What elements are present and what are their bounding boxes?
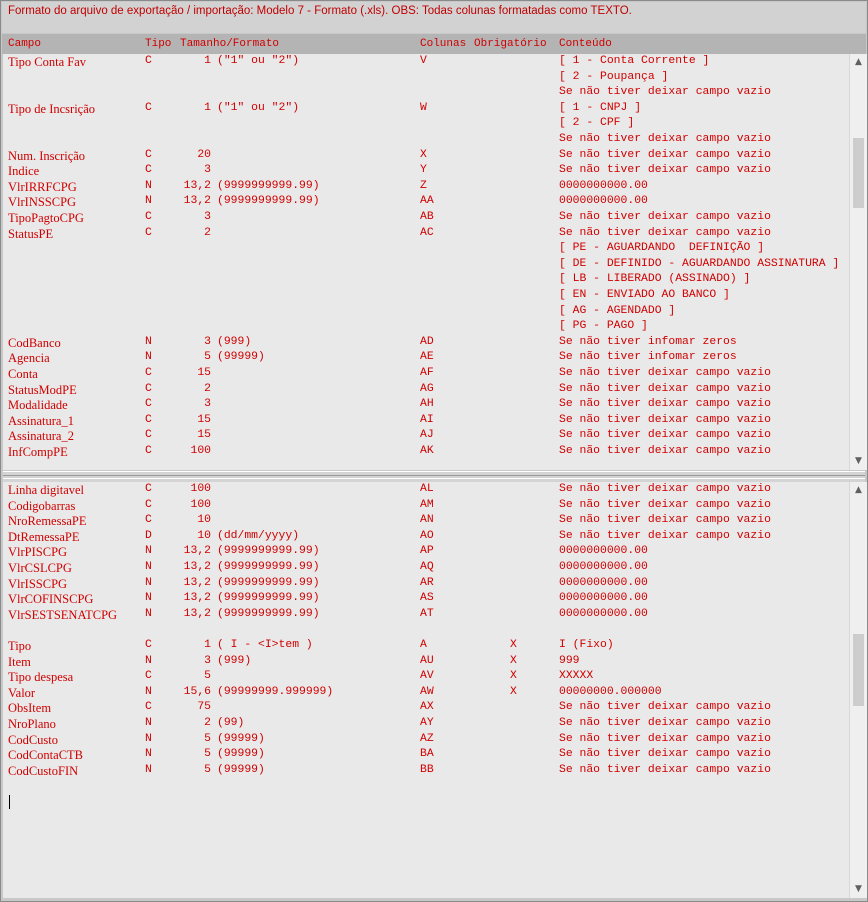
- table-row: [3, 55, 849, 71]
- field-content: Se não tiver deixar campo vazio: [559, 398, 771, 411]
- field-name: CodContaCTB: [8, 748, 84, 763]
- field-size: 10: [197, 514, 211, 527]
- field-name: Item: [8, 654, 31, 669]
- table-row: [3, 445, 849, 461]
- table-row: [3, 149, 849, 165]
- lower-scrollbar[interactable]: [849, 482, 867, 898]
- field-format: ( I - <I>tem ): [217, 639, 313, 651]
- field-format: (9999999999.99): [217, 576, 320, 589]
- field-column: AZ: [420, 732, 434, 745]
- field-name: VlrCOFINSCPG: [8, 592, 94, 607]
- field-type: C: [145, 701, 152, 714]
- text-caret: [9, 795, 10, 809]
- field-column: W: [420, 101, 427, 114]
- field-format: (9999999999.99): [217, 592, 320, 605]
- field-format: (99): [217, 717, 245, 729]
- field-column: AK: [420, 445, 434, 457]
- field-type: N: [145, 607, 152, 620]
- field-type: C: [145, 398, 152, 411]
- field-content: Se não tiver deixar campo vazio: [559, 445, 771, 457]
- field-format: (99999): [217, 748, 265, 761]
- table-row: [3, 670, 849, 686]
- table-row: [3, 242, 849, 258]
- field-name: Indice: [8, 164, 40, 179]
- header-obrigatorio: Obrigatório: [474, 38, 547, 50]
- field-type: N: [145, 195, 152, 208]
- field-content: 0000000000.00: [559, 607, 648, 620]
- field-size: 13,2: [183, 576, 211, 589]
- field-size: 3: [204, 335, 211, 348]
- field-format: (99999): [217, 763, 265, 776]
- field-name: InfCompPE: [8, 445, 68, 459]
- table-row: [3, 117, 849, 133]
- table-row: [3, 133, 849, 149]
- upper-scrollbar[interactable]: [849, 54, 867, 470]
- field-size: 1: [204, 639, 211, 651]
- table-row: [3, 164, 849, 180]
- field-content: [ 1 - CNPJ ]: [559, 101, 642, 114]
- lower-text-pane[interactable]: [3, 482, 849, 898]
- field-type: N: [145, 335, 152, 348]
- field-name: CodCustoFIN: [8, 763, 79, 778]
- field-content: 0000000000.00: [559, 576, 648, 589]
- field-type: N: [145, 732, 152, 745]
- table-row: [3, 71, 849, 87]
- field-type: C: [145, 226, 152, 239]
- table-row: [3, 367, 849, 383]
- table-row: [3, 180, 849, 196]
- field-content: Se não tiver deixar campo vazio: [559, 763, 771, 776]
- table-row: [3, 686, 849, 702]
- field-content: Se não tiver deixar campo vazio: [559, 483, 771, 495]
- field-type: C: [145, 498, 152, 511]
- table-row: [3, 733, 849, 749]
- field-type: C: [145, 101, 152, 114]
- field-content: [ 1 - Conta Corrente ]: [559, 55, 710, 67]
- field-format: (99999): [217, 351, 265, 364]
- field-name: Agencia: [8, 351, 50, 366]
- field-required: X: [510, 685, 517, 698]
- field-size: 13,2: [183, 195, 211, 208]
- field-column: AE: [420, 351, 434, 364]
- field-column: AA: [420, 195, 434, 208]
- field-column: AH: [420, 398, 434, 411]
- table-row: [3, 383, 849, 399]
- field-type: N: [145, 748, 152, 761]
- field-content: [ PG - PAGO ]: [559, 320, 648, 333]
- field-name: DtRemessaPE: [8, 529, 80, 544]
- field-required: X: [510, 670, 517, 683]
- field-content: Se não tiver deixar campo vazio: [559, 148, 771, 161]
- field-format: (9999999999.99): [217, 195, 320, 208]
- field-content: Se não tiver infomar zeros: [559, 351, 737, 364]
- field-content: 0000000000.00: [559, 179, 648, 192]
- splitter-grip[interactable]: [3, 475, 865, 479]
- field-type: N: [145, 685, 152, 698]
- field-column: AL: [420, 483, 434, 495]
- table-row: [3, 227, 849, 243]
- header-campo: Campo: [8, 38, 42, 50]
- field-content: Se não tiver deixar campo vazio: [559, 413, 771, 426]
- field-content: Se não tiver deixar campo vazio: [559, 133, 771, 145]
- field-size: 15: [197, 429, 211, 442]
- field-column: AN: [420, 514, 434, 527]
- field-column: AM: [420, 498, 434, 511]
- field-format: (99999999.999999): [217, 685, 334, 698]
- field-content: XXXXX: [559, 670, 594, 683]
- table-row: [3, 211, 849, 227]
- field-column: BB: [420, 763, 434, 776]
- field-content: Se não tiver deixar campo vazio: [559, 211, 771, 223]
- field-required: X: [510, 639, 517, 651]
- field-content: Se não tiver deixar campo vazio: [559, 164, 771, 177]
- field-column: AI: [420, 413, 434, 426]
- field-name: Tipo: [8, 639, 32, 653]
- field-name: Assinatura_1: [8, 413, 74, 428]
- field-size: 15: [197, 413, 211, 426]
- field-name: TipoPagtoCPG: [8, 211, 84, 225]
- field-content: [ DE - DEFINIDO - AGUARDANDO ASSINATURA ]: [559, 257, 840, 270]
- field-content: Se não tiver deixar campo vazio: [559, 514, 771, 527]
- field-column: AD: [420, 335, 434, 348]
- field-size: 13,2: [183, 592, 211, 605]
- field-name: CodCusto: [8, 732, 59, 747]
- field-column: AU: [420, 654, 434, 667]
- window-title: Formato do arquivo de exportação / importação: Modelo 7 - Formato (.xls). OBS: Todas colunas formatadas como TEXTO.: [8, 5, 632, 17]
- field-type: C: [145, 639, 152, 651]
- field-name: NroRemessaPE: [8, 514, 87, 529]
- table-row: [3, 483, 849, 499]
- field-column: AS: [420, 592, 434, 605]
- field-column: AQ: [420, 561, 434, 573]
- field-name: VlrINSSCPG: [8, 195, 77, 210]
- field-size: 13,2: [183, 561, 211, 573]
- scroll-up-arrow-icon[interactable]: ▲: [855, 485, 862, 495]
- field-size: 3: [204, 398, 211, 411]
- field-content: Se não tiver infomar zeros: [559, 335, 737, 348]
- field-size: 1: [204, 55, 211, 67]
- field-size: 10: [197, 529, 211, 542]
- field-name: Valor: [8, 685, 36, 700]
- table-row: [3, 748, 849, 764]
- field-format: (9999999999.99): [217, 561, 320, 573]
- field-content: 0000000000.00: [559, 592, 648, 605]
- table-row: [3, 102, 849, 118]
- field-content: 0000000000.00: [559, 561, 648, 573]
- field-size: 2: [204, 382, 211, 395]
- field-size: 100: [190, 445, 211, 457]
- field-content: [ EN - ENVIADO AO BANCO ]: [559, 289, 730, 301]
- field-name: Codigobarras: [8, 498, 76, 513]
- field-content: Se não tiver deixar campo vazio: [559, 429, 771, 442]
- table-row: [3, 499, 849, 515]
- table-row: [3, 764, 849, 780]
- field-name: Num. Inscrição: [8, 148, 86, 163]
- table-row: [3, 545, 849, 561]
- field-format: (99999): [217, 732, 265, 745]
- field-type: N: [145, 545, 152, 558]
- field-column: AF: [420, 367, 434, 379]
- field-size: 100: [190, 483, 211, 495]
- header-tamanho: Tamanho/Formato: [180, 38, 280, 50]
- field-content: Se não tiver deixar campo vazio: [559, 701, 771, 714]
- field-type: C: [145, 211, 152, 223]
- field-type: N: [145, 717, 152, 729]
- table-row: [3, 577, 849, 593]
- table-row: [3, 289, 849, 305]
- field-content: Se não tiver deixar campo vazio: [559, 732, 771, 745]
- field-column: AW: [420, 685, 434, 698]
- field-required: X: [510, 654, 517, 667]
- table-row: [3, 320, 849, 336]
- field-name: VlrCSLCPG: [8, 561, 72, 575]
- field-size: 3: [204, 164, 211, 177]
- field-type: C: [145, 670, 152, 683]
- field-type: C: [145, 413, 152, 426]
- table-row: [3, 717, 849, 733]
- field-size: 3: [204, 654, 211, 667]
- field-type: N: [145, 179, 152, 192]
- field-size: 5: [204, 351, 211, 364]
- field-size: 5: [204, 763, 211, 776]
- field-size: 2: [204, 226, 211, 239]
- field-name: VlrIRRFCPG: [8, 179, 77, 194]
- field-content: [ PE - AGUARDANDO DEFINIÇÃO ]: [559, 242, 765, 255]
- lower-scroll-thumb[interactable]: [853, 634, 864, 706]
- field-type: C: [145, 483, 152, 495]
- field-column: AC: [420, 226, 434, 239]
- upper-scroll-thumb[interactable]: [853, 138, 864, 208]
- table-row: [3, 701, 849, 717]
- header-colunas: Colunas: [420, 38, 467, 50]
- field-column: AP: [420, 545, 434, 558]
- field-column: AG: [420, 382, 434, 395]
- field-format: (999): [217, 654, 252, 667]
- field-type: C: [145, 429, 152, 442]
- table-row: [3, 305, 849, 321]
- field-column: AX: [420, 701, 434, 714]
- field-column: A: [420, 639, 427, 651]
- table-row: [3, 398, 849, 414]
- title-bar: [2, 2, 866, 33]
- field-content: Se não tiver deixar campo vazio: [559, 226, 771, 239]
- table-row: [3, 592, 849, 608]
- field-content: Se não tiver deixar campo vazio: [559, 717, 771, 729]
- field-name: StatusPE: [8, 226, 54, 241]
- field-format: (9999999999.99): [217, 607, 320, 620]
- field-content: 0000000000.00: [559, 195, 648, 208]
- table-row: [3, 86, 849, 102]
- field-type: N: [145, 576, 152, 589]
- field-size: 1: [204, 101, 211, 114]
- table-row: [3, 258, 849, 274]
- field-column: BA: [420, 748, 434, 761]
- field-size: 100: [190, 498, 211, 511]
- field-content: 0000000000.00: [559, 545, 648, 558]
- scroll-up-arrow-icon[interactable]: ▲: [855, 57, 862, 67]
- field-format: (999): [217, 335, 252, 348]
- field-type: N: [145, 654, 152, 667]
- field-type: C: [145, 148, 152, 161]
- table-row: [3, 530, 849, 546]
- field-content: [ AG - AGENDADO ]: [559, 304, 676, 317]
- table-row: [3, 336, 849, 352]
- header-conteudo: Conteúdo: [559, 38, 612, 50]
- field-size: 2: [204, 717, 211, 729]
- field-column: AT: [420, 607, 434, 620]
- field-content: [ LB - LIBERADO (ASSINADO) ]: [559, 273, 751, 286]
- field-name: ObsItem: [8, 701, 52, 716]
- field-name: VlrPISCPG: [8, 545, 68, 560]
- field-format: ("1" ou "2"): [217, 101, 300, 114]
- field-column: AO: [420, 529, 434, 542]
- table-row: [3, 195, 849, 211]
- field-format: (9999999999.99): [217, 545, 320, 558]
- field-content: Se não tiver deixar campo vazio: [559, 86, 771, 99]
- field-name: Conta: [8, 367, 38, 381]
- table-row: [3, 414, 849, 430]
- field-size: 13,2: [183, 607, 211, 620]
- field-size: 13,2: [183, 545, 211, 558]
- field-type: C: [145, 367, 152, 379]
- field-column: AB: [420, 211, 434, 223]
- header-tipo: Tipo: [145, 38, 172, 50]
- field-size: 20: [197, 148, 211, 161]
- field-name: CodBanco: [8, 335, 61, 350]
- field-size: 5: [204, 732, 211, 745]
- field-format: ("1" ou "2"): [217, 55, 300, 67]
- field-name: VlrISSCPG: [8, 576, 68, 591]
- field-type: C: [145, 382, 152, 395]
- field-content: I (Fixo): [559, 639, 614, 651]
- field-type: N: [145, 763, 152, 776]
- field-type: N: [145, 561, 152, 573]
- field-name: NroPlano: [8, 717, 56, 731]
- field-column: Z: [420, 179, 427, 192]
- field-content: Se não tiver deixar campo vazio: [559, 498, 771, 511]
- column-header: [2, 34, 866, 54]
- field-type: N: [145, 351, 152, 364]
- field-name: Linha digitavel: [8, 483, 85, 497]
- scroll-down-arrow-icon[interactable]: ▼: [855, 884, 862, 894]
- table-row: [3, 351, 849, 367]
- field-name: Modalidade: [8, 398, 68, 413]
- upper-text-pane[interactable]: [3, 54, 849, 470]
- table-row: [3, 608, 849, 624]
- table-row: [3, 623, 849, 639]
- field-name: StatusModPE: [8, 382, 77, 397]
- field-type: D: [145, 529, 152, 542]
- table-row: [3, 273, 849, 289]
- field-type: N: [145, 592, 152, 605]
- field-size: 15,6: [183, 685, 211, 698]
- field-size: 3: [204, 211, 211, 223]
- field-content: 00000000.000000: [559, 685, 662, 698]
- field-type: C: [145, 514, 152, 527]
- field-content: Se não tiver deixar campo vazio: [559, 382, 771, 395]
- table-row: [3, 561, 849, 577]
- field-column: X: [420, 148, 427, 161]
- field-column: AJ: [420, 429, 434, 442]
- field-name: Tipo Conta Fav: [8, 55, 87, 69]
- field-size: 75: [197, 701, 211, 714]
- field-type: C: [145, 164, 152, 177]
- table-row: [3, 514, 849, 530]
- scroll-down-arrow-icon[interactable]: ▼: [855, 456, 862, 466]
- field-column: AR: [420, 576, 434, 589]
- table-row: [3, 429, 849, 445]
- field-size: 15: [197, 367, 211, 379]
- field-name: VlrSESTSENATCPG: [8, 607, 118, 622]
- table-row: [3, 639, 849, 655]
- field-content: Se não tiver deixar campo vazio: [559, 367, 771, 379]
- field-type: C: [145, 55, 152, 67]
- field-column: AY: [420, 717, 434, 729]
- field-name: Tipo de Incsrição: [8, 101, 96, 116]
- field-type: C: [145, 445, 152, 457]
- field-content: 999: [559, 654, 580, 667]
- field-name: Tipo despesa: [8, 670, 74, 685]
- table-row: [3, 655, 849, 671]
- field-size: 5: [204, 748, 211, 761]
- field-name: Assinatura_2: [8, 429, 74, 444]
- field-content: [ 2 - CPF ]: [559, 117, 635, 130]
- field-content: Se não tiver deixar campo vazio: [559, 748, 771, 761]
- field-size: 13,2: [183, 179, 211, 192]
- field-size: 5: [204, 670, 211, 683]
- field-column: V: [420, 55, 427, 67]
- field-column: Y: [420, 164, 427, 177]
- field-content: [ 2 - Poupança ]: [559, 70, 669, 83]
- field-column: AV: [420, 670, 434, 683]
- field-content: Se não tiver deixar campo vazio: [559, 529, 771, 542]
- field-format: (dd/mm/yyyy): [217, 529, 300, 542]
- field-format: (9999999999.99): [217, 179, 320, 192]
